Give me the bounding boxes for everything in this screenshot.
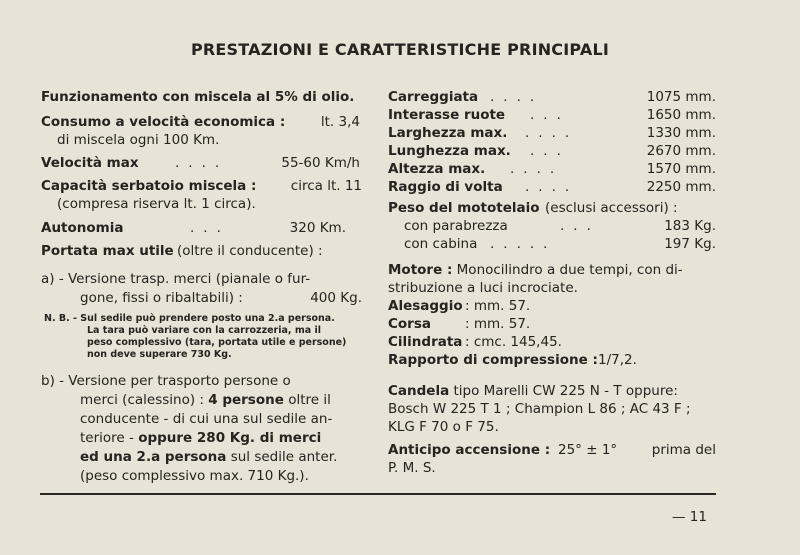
- candela-text3: KLG F 70 o F 75.: [388, 419, 499, 435]
- candela-line1: [388, 383, 678, 399]
- velocita-dots: ....: [175, 155, 229, 171]
- spec-dots: ...: [530, 107, 570, 123]
- spec-lunghezza-label: Lunghezza max.: [388, 143, 511, 159]
- alesaggio-label: Alesaggio: [388, 298, 463, 314]
- spec-dots: ....: [490, 89, 544, 105]
- spec-larghezza-label: Larghezza max.: [388, 125, 508, 141]
- versione-a-line2: gone, fissi o ribaltabili) :: [80, 290, 243, 306]
- motore-label: Motore :: [388, 262, 453, 278]
- candela-text1: tipo Marelli CW 225 N - T oppure:: [453, 383, 678, 399]
- portata-sub: (oltre il conducente) :: [177, 243, 323, 259]
- spec-interasse-label: Interasse ruote: [388, 107, 506, 123]
- rapporto-value: 1/7,2.: [598, 352, 637, 368]
- spec-dots: ....: [510, 161, 564, 177]
- motore-line1: [388, 262, 683, 278]
- versione-b-line5b: sul sedile anter.: [230, 449, 338, 465]
- versione-b-line4a: teriore -: [80, 430, 134, 446]
- versione-b-line3: conducente - di cui una sul sedile an-: [80, 411, 333, 427]
- capacita-sub: (compresa riserva lt. 1 circa).: [57, 196, 256, 212]
- autonomia-label: Autonomia: [41, 220, 124, 236]
- motore-text2: stribuzione a luci incrociate.: [388, 280, 578, 296]
- versione-b-line2c: oltre il: [288, 392, 331, 408]
- capacita-label: Capacità serbatoio miscela :: [41, 178, 257, 194]
- spec-larghezza-value: 1330 mm.: [646, 125, 716, 141]
- portata-label: Portata max utile: [41, 243, 174, 259]
- cabina-value: 197 Kg.: [664, 236, 716, 252]
- velocita-label: Velocità max: [41, 155, 139, 171]
- nb-line2: La tara può variare con la carrozzeria, ma il: [87, 325, 321, 336]
- motore-text1: Monocilindro a due tempi, con di-: [456, 262, 683, 278]
- spec-altezza-value: 1570 mm.: [646, 161, 716, 177]
- funzionamento-line: Funzionamento con miscela al 5% di olio.: [41, 89, 355, 105]
- consumo-sub: di miscela ogni 100 Km.: [57, 132, 220, 148]
- spec-dots: ....: [525, 125, 579, 141]
- spec-raggio-label: Raggio di volta: [388, 179, 503, 195]
- versione-b-line2a: merci (calessino) :: [80, 392, 204, 408]
- candela-label: Candela: [388, 383, 450, 399]
- spec-carreggiata-label: Carreggiata: [388, 89, 479, 105]
- cilindrata-label: Cilindrata: [388, 334, 463, 350]
- versione-a-line1: a) - Versione trasp. merci (pianale o fur-: [41, 271, 311, 287]
- anticipo-label: Anticipo accensione :: [388, 442, 551, 458]
- peso-label: Peso del mototelaio: [388, 200, 540, 216]
- capacita-value: circa lt. 11: [290, 178, 362, 194]
- parabrezza-label: con parabrezza: [404, 218, 508, 234]
- cabina-label: con cabina: [404, 236, 478, 252]
- nb-line3: peso complessivo (tara, portata utile e persone): [87, 337, 347, 348]
- rapporto-label: Rapporto di compressione :: [388, 352, 598, 368]
- anticipo-value: 25° ± 1°: [558, 442, 618, 458]
- versione-b-line1: b) - Versione per trasporto persone o: [41, 373, 291, 389]
- versione-b-line4: [80, 430, 321, 446]
- candela-text2: Bosch W 225 T 1 ; Champion L 86 ; AC 43 F ;: [388, 401, 691, 417]
- autonomia-dots: ...: [190, 220, 230, 236]
- cilindrata-value: : cmc. 145,45.: [465, 334, 562, 350]
- versione-b-line5: [80, 449, 337, 465]
- autonomia-value: 320 Km.: [289, 220, 346, 236]
- page-title: PRESTAZIONI E CARATTERISTICHE PRINCIPALI: [190, 40, 609, 59]
- consumo-label: Consumo a velocità economica :: [41, 114, 286, 130]
- spec-dots: ...: [530, 143, 570, 159]
- page-number: — 11: [672, 509, 707, 525]
- versione-b-persone: 4 persone: [208, 392, 284, 408]
- spec-lunghezza-value: 2670 mm.: [646, 143, 716, 159]
- spec-dots: ....: [525, 179, 579, 195]
- versione-b-line6: (peso complessivo max. 710 Kg.).: [80, 468, 309, 484]
- versione-b-persona: ed una 2.a persona: [80, 449, 227, 465]
- spec-carreggiata-value: 1075 mm.: [646, 89, 716, 105]
- nb-line1: N. B. - Sul sedile può prendere posto una 2.a persona.: [44, 313, 335, 324]
- versione-b-merci: oppure 280 Kg. di merci: [138, 430, 322, 446]
- parabrezza-dots: ...: [560, 218, 600, 234]
- spec-altezza-label: Altezza max.: [388, 161, 486, 177]
- peso-sub: (esclusi accessori) :: [545, 200, 678, 216]
- consumo-value: lt. 3,4: [320, 114, 360, 130]
- spec-raggio-value: 2250 mm.: [646, 179, 716, 195]
- velocita-value: 55-60 Km/h: [281, 155, 360, 171]
- corsa-value: : mm. 57.: [465, 316, 531, 332]
- anticipo-text2: P. M. S.: [388, 460, 436, 476]
- anticipo-text: prima del: [651, 442, 716, 458]
- versione-a-value: 400 Kg.: [310, 290, 362, 306]
- cabina-dots: .....: [490, 236, 557, 252]
- spec-interasse-value: 1650 mm.: [646, 107, 716, 123]
- nb-line4: non deve superare 730 Kg.: [87, 349, 232, 360]
- alesaggio-value: : mm. 57.: [465, 298, 531, 314]
- corsa-label: Corsa: [388, 316, 431, 332]
- bottom-rule: [40, 493, 716, 495]
- versione-b-line2: [80, 392, 331, 408]
- parabrezza-value: 183 Kg.: [664, 218, 716, 234]
